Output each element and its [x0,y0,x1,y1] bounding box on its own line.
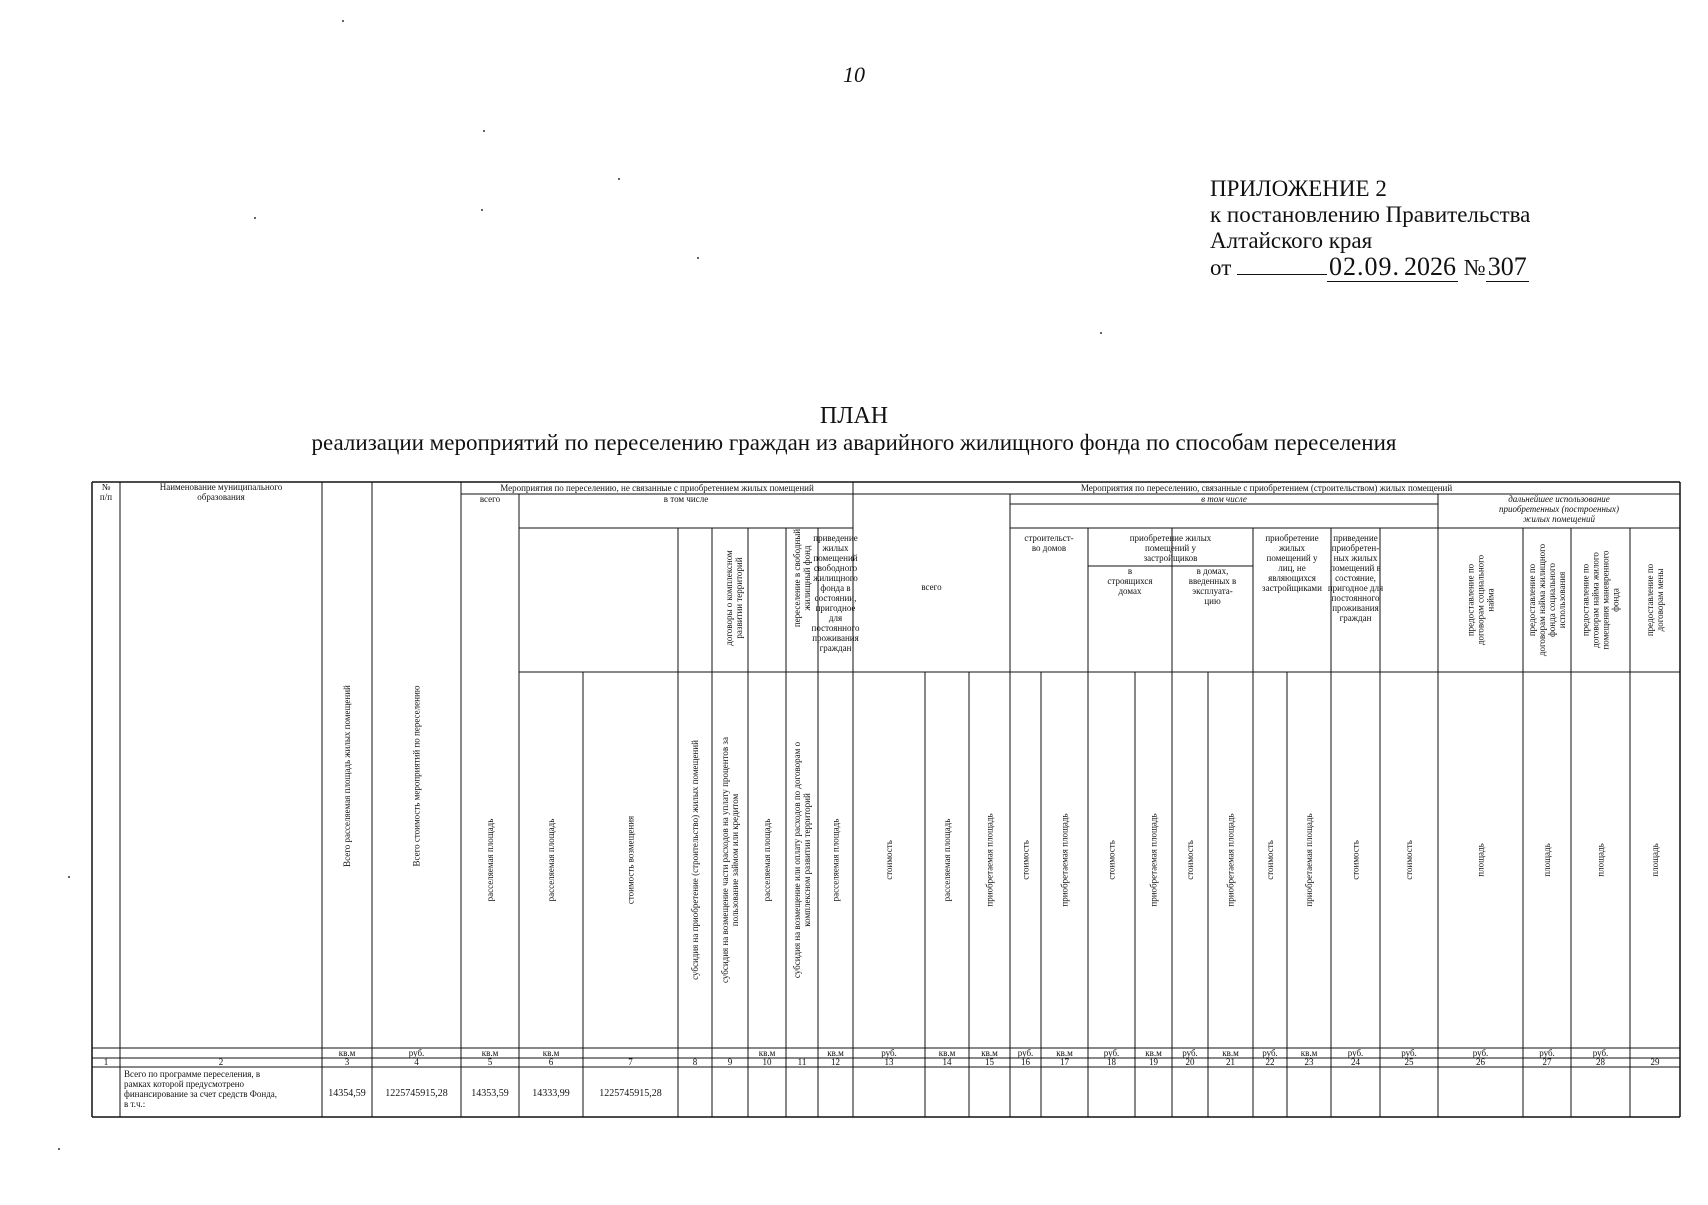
column-number: 18 [1107,1057,1116,1067]
column-header: стоимость [1020,840,1031,880]
header-text: в строящихся домах [1107,566,1153,596]
column-number: 27 [1542,1057,1552,1067]
column-header: приобретаемая площадь [1059,813,1070,907]
header-text: приобретение жилых помещений у лиц, не являющихся застройщиками [1262,533,1322,593]
unit-label: руб. [1103,1048,1120,1058]
column-number: 23 [1304,1057,1314,1067]
group-header: Мероприятия по переселению, не связанные с приобретением жилых помещений [500,483,814,493]
column-header: расселяемая площадь [830,818,841,902]
column-number: 25 [1404,1057,1414,1067]
column-number: 4 [414,1057,419,1067]
group-header: дальнейшее использование приобретенных (построенных) жилых помещений [1498,494,1620,524]
header-text: всего [479,494,501,504]
column-header: приобретаемая площадь [1225,813,1236,907]
header-text: предоставление подоговорам социальногонайма [1465,554,1496,646]
unit-label: руб. [408,1048,425,1058]
column-number: 1 [103,1057,109,1067]
column-header: субсидия на приобретение (строительство) жилых помещений [690,740,700,980]
column-header: стоимость [884,840,894,880]
unit-label: руб. [1472,1048,1489,1058]
appendix-title: ПРИЛОЖЕНИЕ 2 [1210,176,1387,201]
number-value: 307 [1487,252,1527,281]
year-value: 2026 [1404,252,1456,281]
header-text: приведение жилых помещений свободного жилищного фонда в состоянии, пригодное для постоянного проживания граждан [811,533,860,653]
column-header: приобретаемая площадь [984,813,995,907]
unit-label: кв.м [758,1048,776,1058]
header-text: предоставление подоговорам найма жилогопомещения маневренногофонда [1580,550,1621,650]
unit-label: руб. [1592,1048,1609,1058]
unit-label: руб. [1262,1048,1278,1058]
header-text: Всего расселяемая площадь жилых помещений [342,685,352,867]
header-text: приобретение жилых помещений у застройщиков [1129,533,1212,563]
scan-speck [1100,332,1102,334]
unit-label: кв.м [827,1048,844,1058]
header-text: в домах, введенных в эксплуата-цию [1188,566,1237,606]
column-header: стоимость [1265,840,1275,880]
column-number: 14 [942,1057,952,1067]
unit-label: руб. [1182,1048,1198,1058]
unit-label: кв.м [938,1048,956,1058]
header-text: в том числе [663,494,709,504]
unit-label: кв.м [542,1048,560,1058]
column-number: 5 [487,1057,493,1067]
column-header: площадь [1650,843,1660,877]
column-header: субсидия на возмещение или оплату расходов по договорам окомплексном развитии территорий [792,741,812,979]
scan-speck [68,876,70,878]
column-number: 12 [831,1057,840,1067]
column-header: расселяемая площадь [485,818,495,902]
column-number: 22 [1265,1057,1275,1067]
column-number: 2 [218,1057,224,1067]
scan-speck [58,1148,60,1150]
column-header: приобретаемая площадь [1304,813,1314,907]
column-number: 21 [1226,1057,1235,1067]
number-label: № [1463,255,1486,280]
unit-label: руб. [1017,1048,1034,1058]
scan-speck [483,130,485,132]
column-number: 8 [692,1057,698,1067]
document-title: ПЛАН [819,403,889,429]
column-header: расселяемая площадь [942,818,952,902]
appendix-line: к постановлению Правительства [1210,202,1531,227]
column-number: 7 [628,1057,633,1067]
column-number: 24 [1351,1057,1360,1067]
header-text: предоставление подоговорам найма жилищногофонда социальногоиспользования [1527,543,1567,657]
column-header: субсидия на возмещение части расходов на уплату процентов запользование займом или кредитом [720,737,740,983]
column-number: 29 [1650,1057,1660,1067]
header-text: строительст-во домов [1024,533,1074,553]
unit-label: руб. [1401,1048,1417,1058]
column-header: расселяемая площадь [762,818,772,902]
appendix-line: Алтайского края [1210,228,1373,253]
column-number: 26 [1476,1057,1485,1067]
unit-label: кв.м [981,1048,998,1058]
scan-speck [342,20,344,22]
scan-speck [481,209,483,211]
header-text: всего [921,582,942,592]
column-number: 9 [727,1057,733,1067]
column-number: 15 [985,1057,994,1067]
column-header: стоимость [1404,840,1414,880]
header-text: договоры о комплексномразвитии территорий [724,550,744,646]
column-number: 17 [1060,1057,1069,1067]
unit-label: руб. [1539,1048,1555,1058]
header-municipality: Наименование муниципального образования [159,482,283,502]
column-header: приобретаемая площадь [1148,813,1159,907]
column-number: 19 [1149,1057,1158,1067]
scan-speck [618,178,620,180]
column-header: расселяемая площадь [546,818,556,902]
date-value: 02.09. [1329,252,1400,281]
document-subtitle: реализации мероприятий по переселению граждан из аварийного жилищного фонда по способам переселения [311,430,1397,455]
row-value: 14354,59 [328,1088,366,1099]
header-text: в том числе [1201,494,1247,504]
unit-label: кв.м [338,1048,356,1058]
column-number: 3 [344,1057,350,1067]
column-number: 6 [548,1057,554,1067]
column-number: 13 [884,1057,894,1067]
unit-label: кв.м [1145,1048,1162,1058]
scan-speck [254,217,256,219]
header-num: № п/п [99,482,113,502]
unit-label: кв.м [481,1048,499,1058]
scan-speck [697,257,699,259]
column-header: стоимость [1350,840,1361,880]
unit-label: кв.м [1056,1048,1073,1058]
from-label: от [1210,255,1232,280]
column-header: стоимость [1106,840,1117,880]
unit-label: кв.м [1222,1048,1239,1058]
header-text: Всего стоимость мероприятий по переселению [411,685,422,867]
column-header: стоимость возмещения [625,815,636,905]
row-value: 1225745915,28 [385,1088,448,1099]
row-value: 14333,99 [532,1088,570,1099]
row-value: 1225745915,28 [599,1088,662,1099]
header-text: приведение приобретен-ных жилых помещений в состояние, пригодное для постоянного проживания граждан [1327,533,1384,623]
column-header: площадь [1595,843,1606,877]
row-value: 14353,59 [471,1088,509,1099]
column-number: 20 [1185,1057,1195,1067]
header-text: переселение в свободныйжилищный фонд [792,528,812,628]
column-number: 28 [1596,1057,1605,1067]
page-number: 10 [843,62,865,87]
column-number: 10 [762,1057,772,1067]
unit-label: руб. [1347,1048,1364,1058]
unit-label: руб. [881,1048,897,1058]
column-number: 11 [797,1057,807,1067]
column-number: 16 [1021,1057,1030,1067]
group-header: Мероприятия по переселению, связанные с приобретением (строительством) жилых помещений [1080,483,1453,493]
row-label: Всего по программе переселения, в рамках которой предусмотрено финансирование за счет средств Фонда, в т.ч.: [124,1069,278,1109]
header-text: предоставление подоговорам мены [1645,563,1665,637]
unit-label: кв.м [1300,1048,1318,1058]
column-header: площадь [1475,843,1486,877]
column-header: площадь [1542,843,1552,877]
column-header: стоимость [1185,840,1195,880]
